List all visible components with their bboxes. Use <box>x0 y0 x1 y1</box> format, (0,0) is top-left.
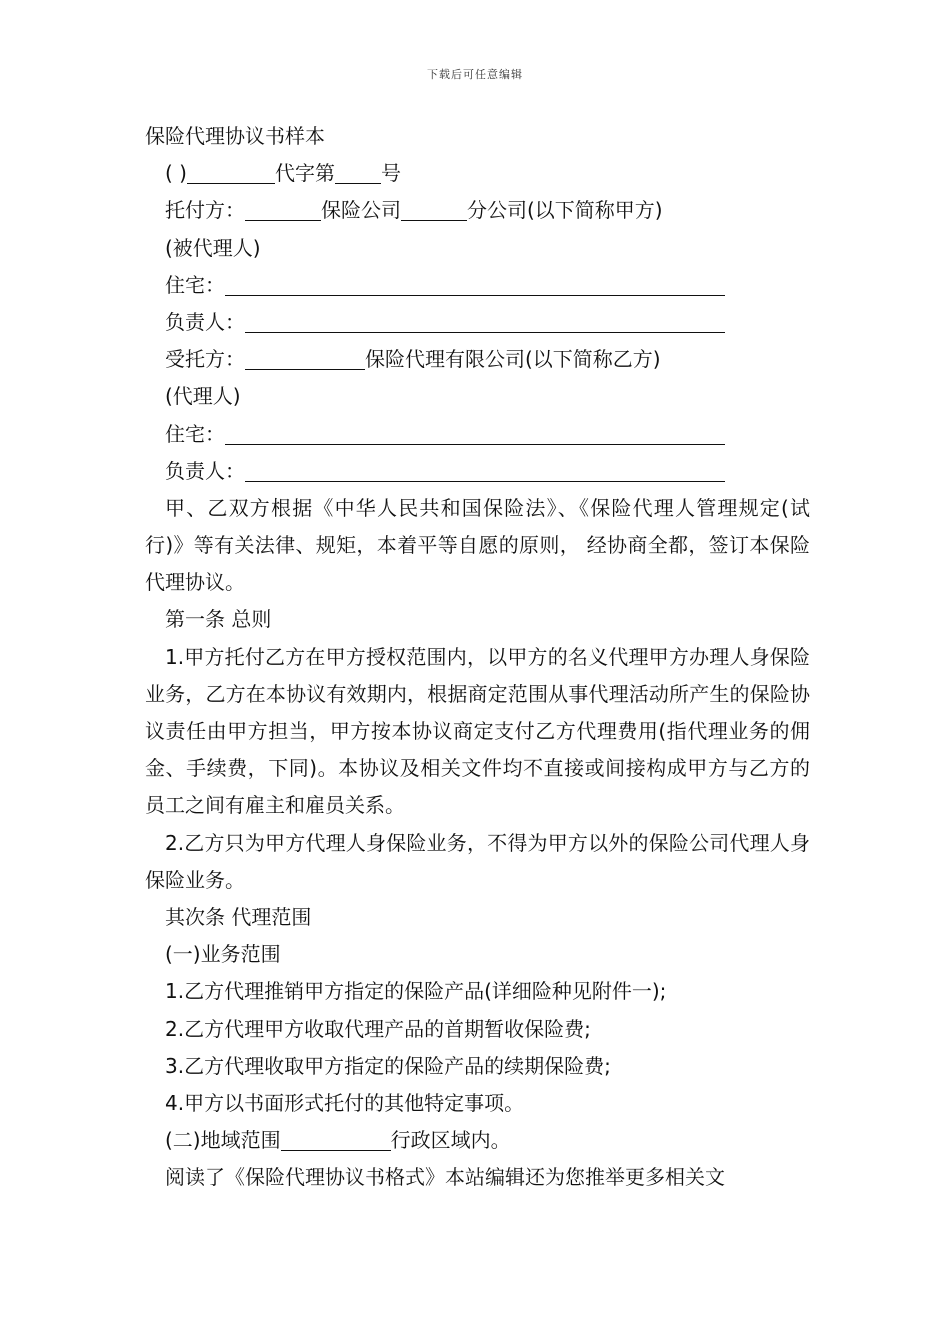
article-2-subheading-business: (一)业务范围 <box>165 942 281 967</box>
principal-role: (被代理人) <box>165 235 261 260</box>
article-2-item: 4.甲方以书面形式托付的其他特定事项。 <box>165 1091 525 1116</box>
article-2-item: 3.乙方代理收取甲方指定的保险产品的续期保险费; <box>165 1053 611 1078</box>
article-1-heading: 第一条 总则 <box>165 607 272 632</box>
blank-underline <box>245 310 725 333</box>
article-1-paragraph-1: 1.甲方托付乙方在甲方授权范围内，以甲方的名义代理甲方办理人身保险业务，乙方在本协议有效期内，根据商定范围从事代理活动所产生的保险协议责任由甲方担当，甲方按本协议商定支付乙方代理费用(指代理业务的佣金、手续费，下同)。本协议及相关文件均不直接或间接构成甲方与乙方的员工之间有雇主和雇员关系。 <box>145 644 810 818</box>
blank-underline <box>245 459 725 482</box>
blank-underline <box>401 198 467 221</box>
page-header-note: 下载后可任意编辑 <box>427 68 523 81</box>
principal-manager-line: 负责人： <box>145 304 810 341</box>
article-1-paragraph-2: 2.乙方只为甲方代理人身保险业务，不得为甲方以外的保险公司代理人身保险业务。 <box>145 830 810 892</box>
blank-underline <box>245 198 321 221</box>
principal-address-line: 住宅： <box>145 267 810 304</box>
document-title: 保险代理协议书样本 <box>145 124 325 148</box>
blank-underline <box>245 347 365 370</box>
agent-role: (代理人) <box>165 384 241 409</box>
document-body <box>145 118 810 1197</box>
principal-line: 托付方： 保险公司 分公司(以下简称甲方) <box>165 198 663 223</box>
agent-manager-line: 负责人： <box>145 453 810 490</box>
article-2-item: 2.乙方代理甲方收取代理产品的首期暂收保险费; <box>165 1016 591 1041</box>
article-2-subheading-region: (二)地域范围 行政区域内。 <box>165 1128 511 1153</box>
blank-underline <box>335 161 381 184</box>
blank-underline <box>225 422 725 445</box>
blank-underline <box>281 1128 391 1151</box>
blank-underline <box>225 273 725 296</box>
blank-underline <box>187 161 275 184</box>
footer-recommendation-text: 阅读了《保险代理协议书格式》本站编辑还为您推举更多相关文 <box>165 1165 725 1190</box>
agent-address-line: 住宅： <box>145 416 810 453</box>
agent-line: 受托方： 保险代理有限公司(以下简称乙方) <box>165 347 661 372</box>
intro-paragraph: 甲、乙双方根据《中华人民共和国保险法》、《保险代理人管理规定(试行)》等有关法律、规矩，本着平等自愿的原则， 经协商全都，签订本保险代理协议。 <box>145 495 810 595</box>
article-2-heading: 其次条 代理范围 <box>165 905 312 930</box>
article-2-item: 1.乙方代理推销甲方指定的保险产品(详细险种见附件一); <box>165 979 667 1004</box>
document-number-line: ( ) 代字第 号 <box>165 161 401 186</box>
